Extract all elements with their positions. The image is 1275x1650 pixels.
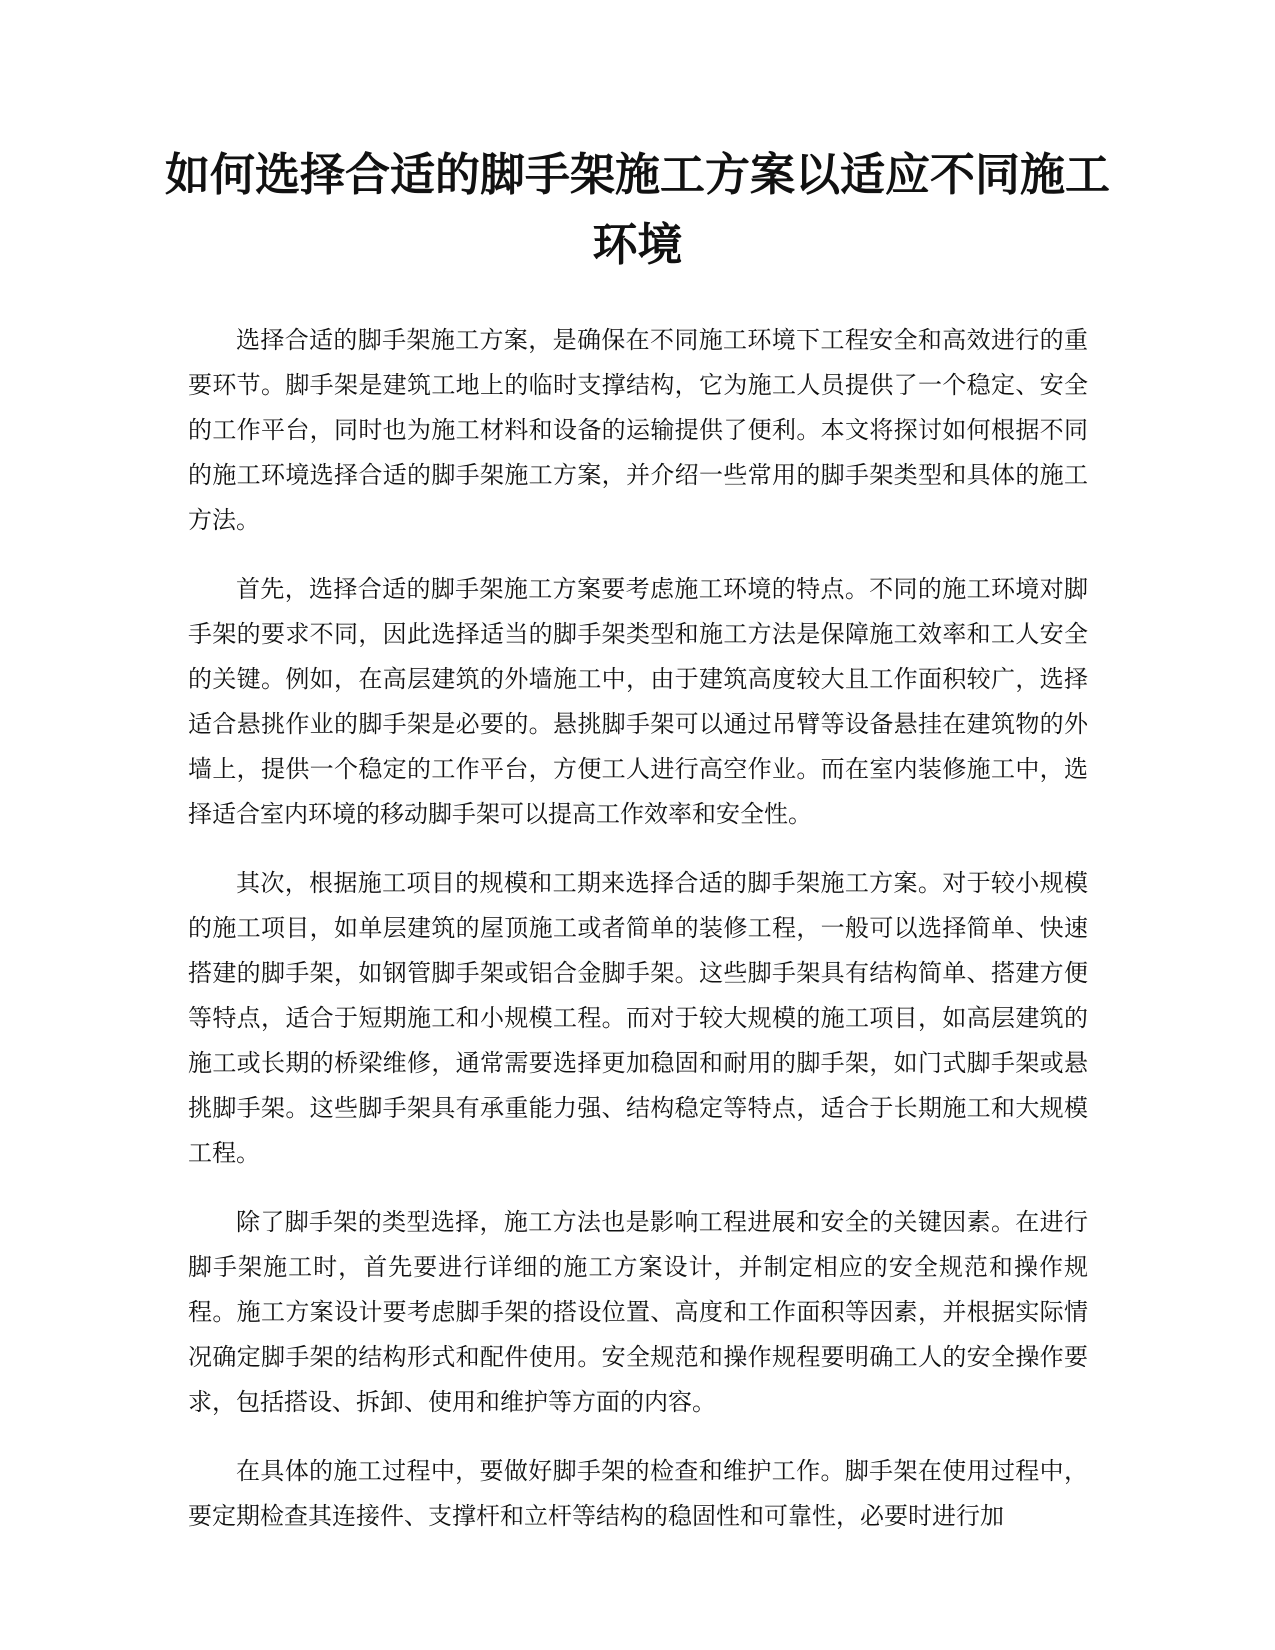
paragraph-3: 其次，根据施工项目的规模和工期来选择合适的脚手架施工方案。对于较小规模的施工项目，如单层建筑的屋顶施工或者简单的装修工程，一般可以选择简单、快速搭建的脚手架，如钢管脚手架或铝合金脚手架。这些脚手架具有结构简单、搭建方便等特点，适合于短期施工和小规模工程。而对于较大规模的施工项目，如高层建筑的施工或长期的桥梁维修，通常需要选择更加稳固和耐用的脚手架，如门式脚手架或悬挑脚手架。这些脚手架具有承重能力强、结构稳定等特点，适合于长期施工和大规模工程。 bbox=[188, 869, 1088, 1167]
paragraph-1: 选择合适的脚手架施工方案，是确保在不同施工环境下工程安全和高效进行的重要环节。脚手架是建筑工地上的临时支撑结构，它为施工人员提供了一个稳定、安全的工作平台，同时也为施工材料和设备的运输提供了便利。本文将探讨如何根据不同的施工环境选择合适的脚手架施工方案，并介绍一些常用的脚手架类型和具体的施工方法。 bbox=[188, 326, 1088, 534]
paragraph-2: 首先，选择合适的脚手架施工方案要考虑施工环境的特点。不同的施工环境对脚手架的要求不同，因此选择适当的脚手架类型和施工方法是保障施工效率和工人安全的关键。例如，在高层建筑的外墙施工中，由于建筑高度较大且工作面积较广，选择适合悬挑作业的脚手架是必要的。悬挑脚手架可以通过吊臂等设备悬挂在建筑物的外墙上，提供一个稳定的工作平台，方便工人进行高空作业。而在室内装修施工中，选择适合室内环境的移动脚手架可以提高工作效率和安全性。 bbox=[188, 575, 1088, 828]
document-body bbox=[188, 318, 1088, 1563]
paragraph-5: 在具体的施工过程中，要做好脚手架的检查和维护工作。脚手架在使用过程中，要定期检查其连接件、支撑杆和立杆等结构的稳固性和可靠性，必要时进行加 bbox=[188, 1457, 1088, 1530]
document-title: 如何选择合适的脚手架施工方案以适应不同施工环境 bbox=[164, 148, 1110, 271]
paragraph-4: 除了脚手架的类型选择，施工方法也是影响工程进展和安全的关键因素。在进行脚手架施工时，首先要进行详细的施工方案设计，并制定相应的安全规范和操作规程。施工方案设计要考虑脚手架的搭设位置、高度和工作面积等因素，并根据实际情况确定脚手架的结构形式和配件使用。安全规范和操作规程要明确工人的安全操作要求，包括搭设、拆卸、使用和维护等方面的内容。 bbox=[188, 1208, 1088, 1416]
